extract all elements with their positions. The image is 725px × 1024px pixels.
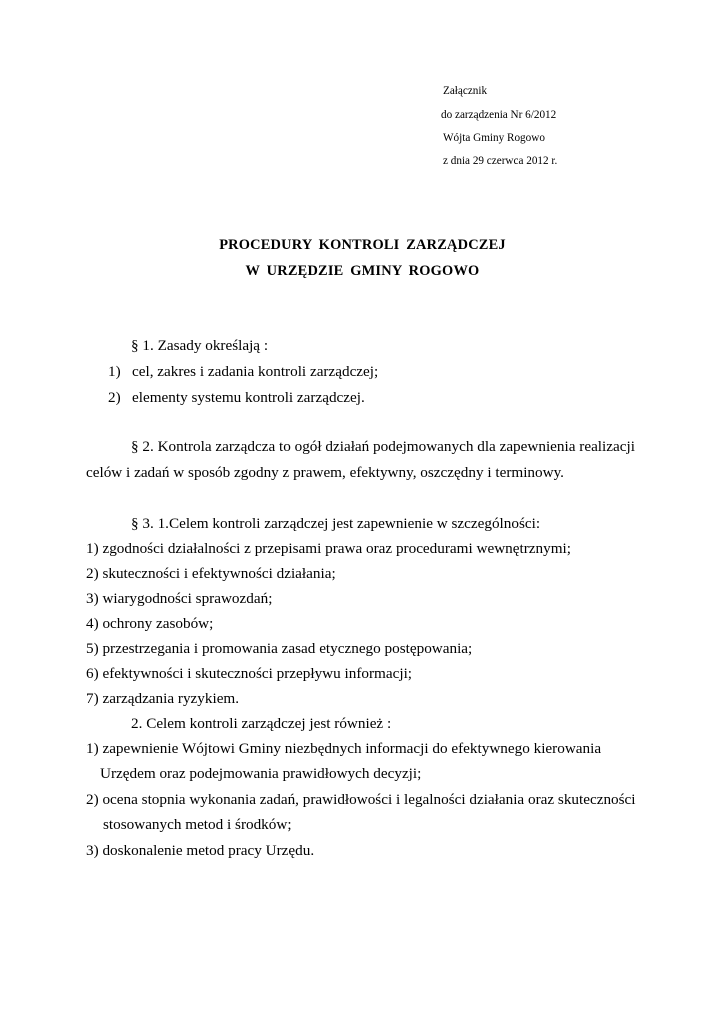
section3-subheading: 2. Celem kontroli zarządczej jest również :	[131, 715, 392, 732]
section1-item-number: 1)	[108, 363, 121, 380]
section3-item: 3) wiarygodności sprawozdań;	[86, 590, 273, 607]
section3-subitem-line1: 1) zapewnienie Wójtowi Gminy niezbędnych informacji do efektywnego kierowania	[86, 740, 602, 757]
section1-item	[108, 363, 378, 381]
section3-subitem-line2: stosowanych metod i środków;	[103, 816, 292, 833]
section1-item-text: cel, zakres i zadania kontroli zarządczej;	[132, 363, 379, 380]
section1-item	[108, 389, 365, 407]
section1-item-text: elementy systemu kontroli zarządczej.	[132, 389, 365, 406]
annex-label: Załącznik	[443, 85, 488, 97]
section3-heading: § 3. 1.Celem kontroli zarządczej jest zapewnienie w szczególności:	[131, 515, 541, 532]
section1-heading: § 1. Zasady określają :	[131, 337, 269, 354]
section3-item: 1) zgodności działalności z przepisami prawa oraz procedurami wewnętrznymi;	[86, 540, 571, 557]
section1-item-number: 2)	[108, 389, 121, 406]
section3-item: 7) zarządzania ryzykiem.	[86, 690, 240, 707]
section2-line2: celów i zadań w sposób zgodny z prawem, efektywny, oszczędny i terminowy.	[86, 464, 564, 481]
document-title-line1: PROCEDURY KONTROLI ZARZĄDCZEJ	[219, 237, 506, 253]
section3-subitem-line2: Urzędem oraz podejmowania prawidłowych decyzji;	[100, 765, 422, 782]
section2-line1: § 2. Kontrola zarządcza to ogół działań podejmowanych dla zapewnienia realizacji	[131, 438, 635, 455]
section3-item: 5) przestrzegania i promowania zasad etycznego postępowania;	[86, 640, 473, 657]
annex-issuer: Wójta Gminy Rogowo	[443, 132, 545, 144]
section3-item: 4) ochrony zasobów;	[86, 615, 214, 632]
section3-item: 2) skuteczności i efektywności działania;	[86, 565, 336, 582]
document-title-line2: W URZĘDZIE GMINY ROGOWO	[245, 263, 480, 279]
section3-item: 6) efektywności i skuteczności przepływu informacji;	[86, 665, 413, 682]
section3-subitem-line1: 3) doskonalenie metod pracy Urzędu.	[86, 842, 315, 859]
section3-subitem-line1: 2) ocena stopnia wykonania zadań, prawidłowości i legalności działania oraz skuteczności	[86, 791, 636, 808]
annex-date: z dnia 29 czerwca 2012 r.	[443, 155, 558, 167]
annex-ordinance-number: do zarządzenia Nr 6/2012	[441, 109, 557, 121]
